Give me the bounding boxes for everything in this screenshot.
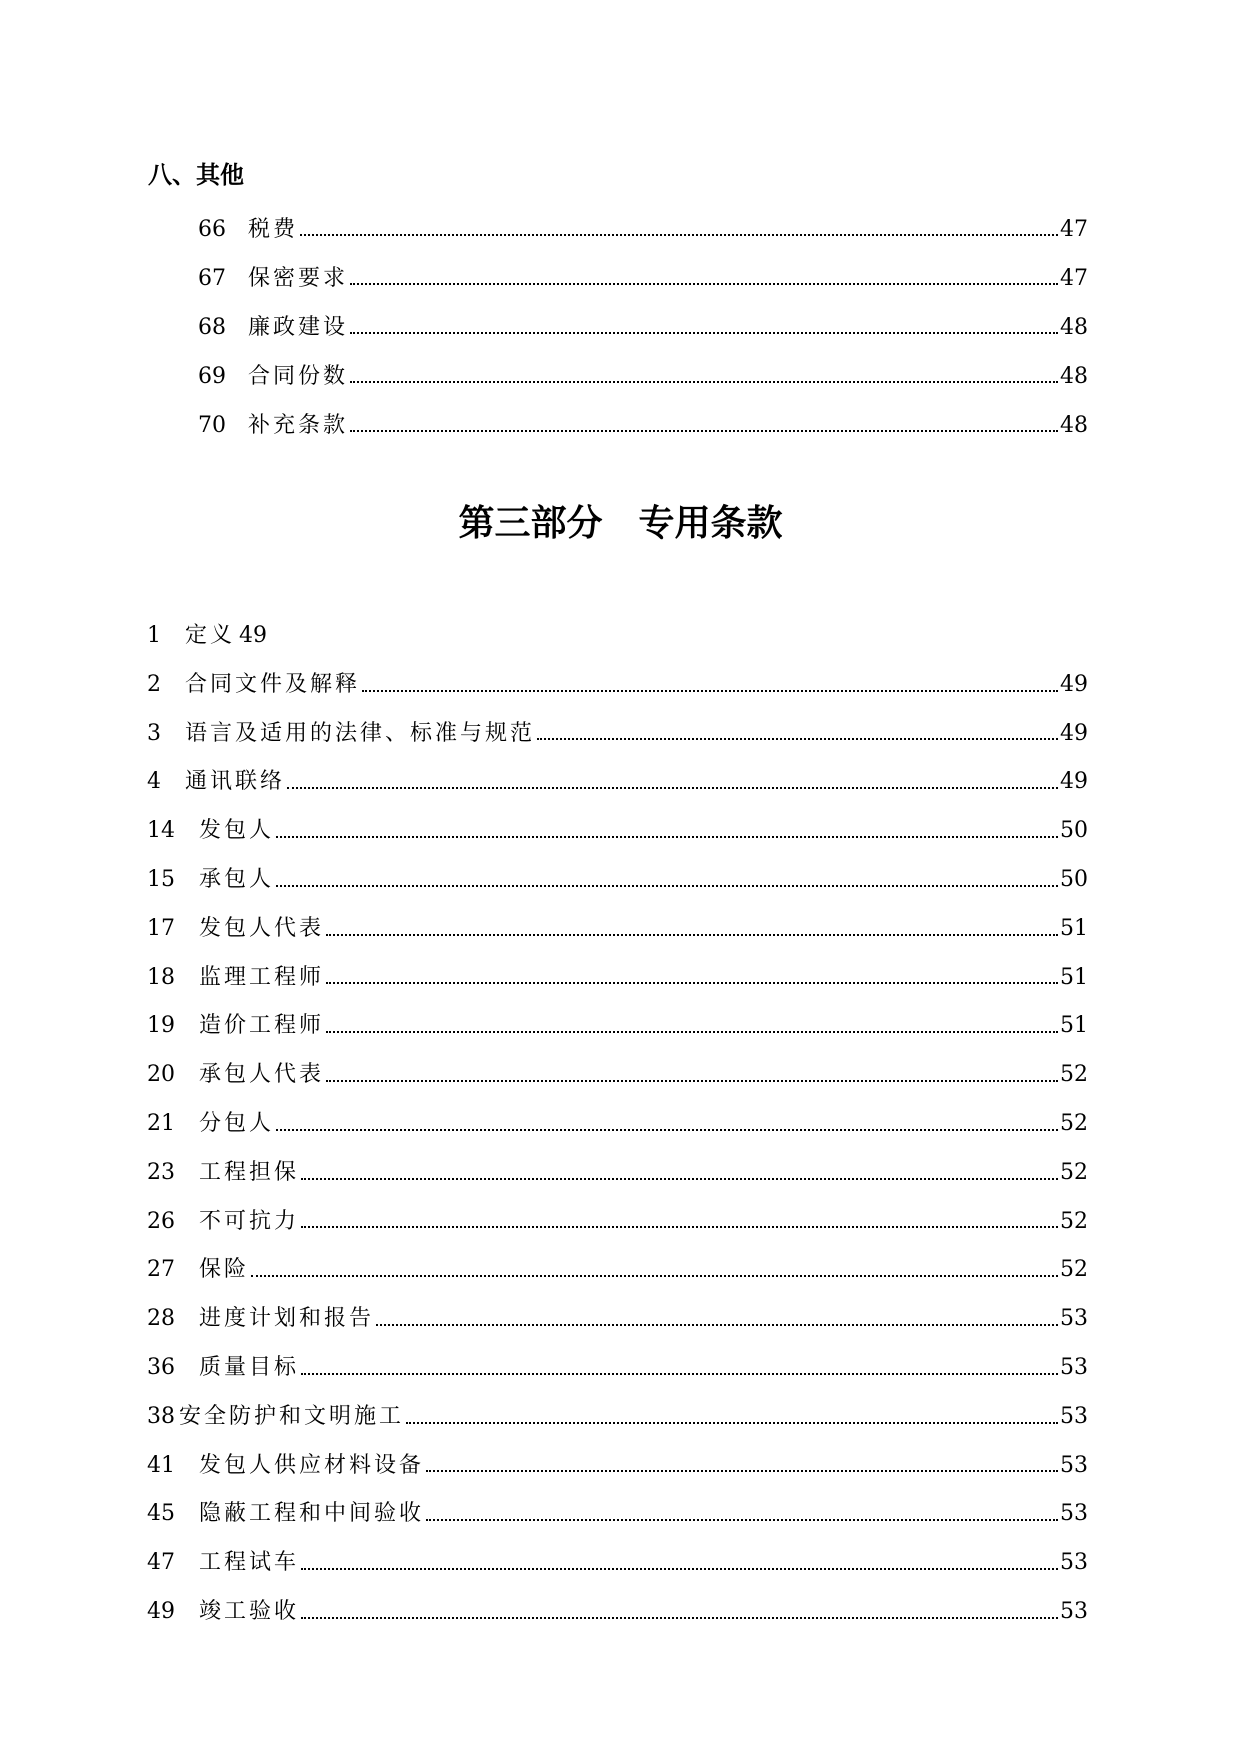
- entry-number: 21: [147, 1110, 175, 1136]
- dot-leader: [350, 331, 1058, 334]
- toc-entry[interactable]: [147, 1002, 1088, 1051]
- entry-title: 税费: [248, 217, 299, 242]
- entry-title: 补充条款: [248, 413, 349, 438]
- entry-number: 69: [198, 364, 226, 389]
- toc-entry[interactable]: [147, 1490, 1088, 1539]
- entry-page-number: 49: [1060, 671, 1088, 697]
- entry-title: 发包人: [199, 818, 275, 844]
- entry-page-number: 53: [1060, 1306, 1088, 1332]
- entry-title: 发包人代表: [199, 915, 325, 941]
- section-heading: 八、其他: [148, 161, 244, 189]
- toc-entry[interactable]: [147, 1295, 1088, 1344]
- entry-page-number: 52: [1060, 1208, 1088, 1234]
- toc-entry[interactable]: [147, 905, 1088, 954]
- entry-title: 不可抗力: [199, 1208, 300, 1234]
- entry-page-number: 53: [1060, 1598, 1088, 1624]
- entry-page-number: 50: [1060, 818, 1088, 844]
- toc-entry[interactable]: [198, 352, 1088, 401]
- entry-number: 26: [147, 1208, 175, 1234]
- toc-entry[interactable]: [198, 303, 1088, 352]
- entry-page-number: 49: [1060, 769, 1088, 795]
- toc-entry[interactable]: [147, 1149, 1088, 1198]
- toc-entry[interactable]: [198, 254, 1088, 303]
- entry-title: 质量目标: [199, 1354, 300, 1380]
- entry-title: 隐蔽工程和中间验收: [199, 1501, 425, 1527]
- dot-leader: [301, 1567, 1058, 1570]
- entry-page-number: 51: [1060, 915, 1088, 941]
- dot-leader: [350, 429, 1058, 432]
- entry-number: 20: [147, 1062, 175, 1088]
- entry-number: 15: [147, 866, 175, 892]
- entry-number: 18: [147, 964, 175, 990]
- toc-entry[interactable]: [198, 401, 1088, 450]
- entry-number: 4: [147, 769, 161, 795]
- dot-leader: [251, 1274, 1058, 1277]
- entry-number: 36: [147, 1354, 175, 1380]
- entry-number: 49: [147, 1598, 175, 1624]
- dot-leader: [301, 1616, 1058, 1619]
- entry-page-number: 53: [1060, 1452, 1088, 1478]
- dot-leader: [537, 737, 1058, 740]
- toc-entry[interactable]: [147, 807, 1088, 856]
- dot-leader: [276, 1128, 1058, 1131]
- entry-page-number: 53: [1060, 1403, 1088, 1429]
- entry-number: 47: [147, 1550, 175, 1576]
- entry-title: 定义: [185, 623, 236, 648]
- entry-title: 保密要求: [248, 266, 349, 291]
- entry-title: 承包人: [199, 866, 275, 892]
- dot-leader: [426, 1518, 1058, 1521]
- entry-page-number: 53: [1060, 1354, 1088, 1380]
- toc-entry[interactable]: [147, 758, 1088, 807]
- entry-title: 发包人供应材料设备: [199, 1452, 425, 1478]
- entry-number: 3: [147, 720, 161, 746]
- entry-title: 承包人代表: [199, 1062, 325, 1088]
- toc-entry[interactable]: [147, 710, 1088, 759]
- dot-leader: [300, 233, 1058, 236]
- entry-title: 监理工程师: [199, 964, 325, 990]
- entry-page-number: 52: [1060, 1062, 1088, 1088]
- entry-page-number: 52: [1060, 1110, 1088, 1136]
- entry-number: 23: [147, 1159, 175, 1185]
- dot-leader: [326, 981, 1058, 984]
- entry-page-number: 50: [1060, 866, 1088, 892]
- toc-entry[interactable]: [147, 1051, 1088, 1100]
- dot-leader: [301, 1225, 1058, 1228]
- toc-list-section-8: [198, 205, 1088, 450]
- entry-title: 进度计划和报告: [199, 1306, 375, 1332]
- entry-page-number: 47: [1060, 266, 1088, 291]
- toc-entry[interactable]: [198, 205, 1088, 254]
- dot-leader: [362, 689, 1058, 692]
- entry-title: 保险: [199, 1257, 250, 1283]
- dot-leader: [276, 835, 1058, 838]
- entry-number: 14: [147, 818, 175, 844]
- toc-entry[interactable]: [147, 1393, 1088, 1442]
- entry-page-number: 49: [239, 623, 268, 648]
- dot-leader: [426, 1469, 1058, 1472]
- entry-number: 19: [147, 1013, 175, 1039]
- entry-page-number: 53: [1060, 1550, 1088, 1576]
- toc-entry[interactable]: [147, 1246, 1088, 1295]
- entry-title: 分包人: [199, 1110, 275, 1136]
- part-title: 第三部分 专用条款: [458, 503, 783, 544]
- entry-number: 45: [147, 1501, 175, 1527]
- entry-title: 安全防护和文明施工: [179, 1403, 405, 1429]
- entry-number: 66: [198, 217, 226, 242]
- dot-leader: [326, 933, 1058, 936]
- entry-title: 工程试车: [199, 1550, 300, 1576]
- dot-leader: [376, 1323, 1058, 1326]
- entry-page-number: 48: [1060, 413, 1088, 438]
- entry-number: 28: [147, 1306, 175, 1332]
- entry-number: 38: [147, 1403, 175, 1429]
- entry-page-number: 53: [1060, 1501, 1088, 1527]
- entry-number: 1: [147, 623, 161, 648]
- dot-leader: [326, 1030, 1058, 1033]
- entry-page-number: 52: [1060, 1159, 1088, 1185]
- dot-leader: [301, 1177, 1058, 1180]
- entry-number: 68: [198, 315, 226, 340]
- dot-leader: [276, 884, 1058, 887]
- entry-number: 41: [147, 1452, 175, 1478]
- entry-title: 竣工验收: [199, 1598, 300, 1624]
- toc-entry[interactable]: [147, 612, 1088, 661]
- entry-number: 17: [147, 915, 175, 941]
- dot-leader: [301, 1372, 1058, 1375]
- entry-page-number: 49: [1060, 720, 1088, 746]
- toc-entry[interactable]: [147, 661, 1088, 710]
- entry-number: 27: [147, 1257, 175, 1283]
- toc-entry[interactable]: [147, 1539, 1088, 1588]
- entry-page-number: 48: [1060, 364, 1088, 389]
- toc-entry[interactable]: [147, 1344, 1088, 1393]
- entry-number: 70: [198, 413, 226, 438]
- toc-list-part-3: [147, 612, 1088, 1637]
- entry-number: 2: [147, 671, 161, 697]
- dot-leader: [326, 1079, 1058, 1082]
- dot-leader: [287, 786, 1058, 789]
- entry-title: 工程担保: [199, 1159, 300, 1185]
- entry-title: 合同份数: [248, 364, 349, 389]
- entry-title: 造价工程师: [199, 1013, 325, 1039]
- entry-page-number: 48: [1060, 315, 1088, 340]
- entry-page-number: 51: [1060, 964, 1088, 990]
- entry-page-number: 52: [1060, 1257, 1088, 1283]
- entry-number: 67: [198, 266, 226, 291]
- toc-entry[interactable]: [147, 954, 1088, 1003]
- dot-leader: [350, 282, 1058, 285]
- toc-entry[interactable]: [147, 856, 1088, 905]
- entry-title: 通讯联络: [185, 769, 286, 795]
- toc-entry[interactable]: [147, 1442, 1088, 1491]
- toc-entry[interactable]: [147, 1100, 1088, 1149]
- dot-leader: [406, 1421, 1058, 1424]
- toc-entry[interactable]: [147, 1588, 1088, 1637]
- entry-title: 合同文件及解释: [185, 671, 361, 697]
- entry-page-number: 47: [1060, 217, 1088, 242]
- dot-leader: [350, 380, 1058, 383]
- entry-page-number: 51: [1060, 1013, 1088, 1039]
- entry-title: 语言及适用的法律、标准与规范: [185, 720, 536, 746]
- toc-entry[interactable]: [147, 1198, 1088, 1247]
- entry-title: 廉政建设: [248, 315, 349, 340]
